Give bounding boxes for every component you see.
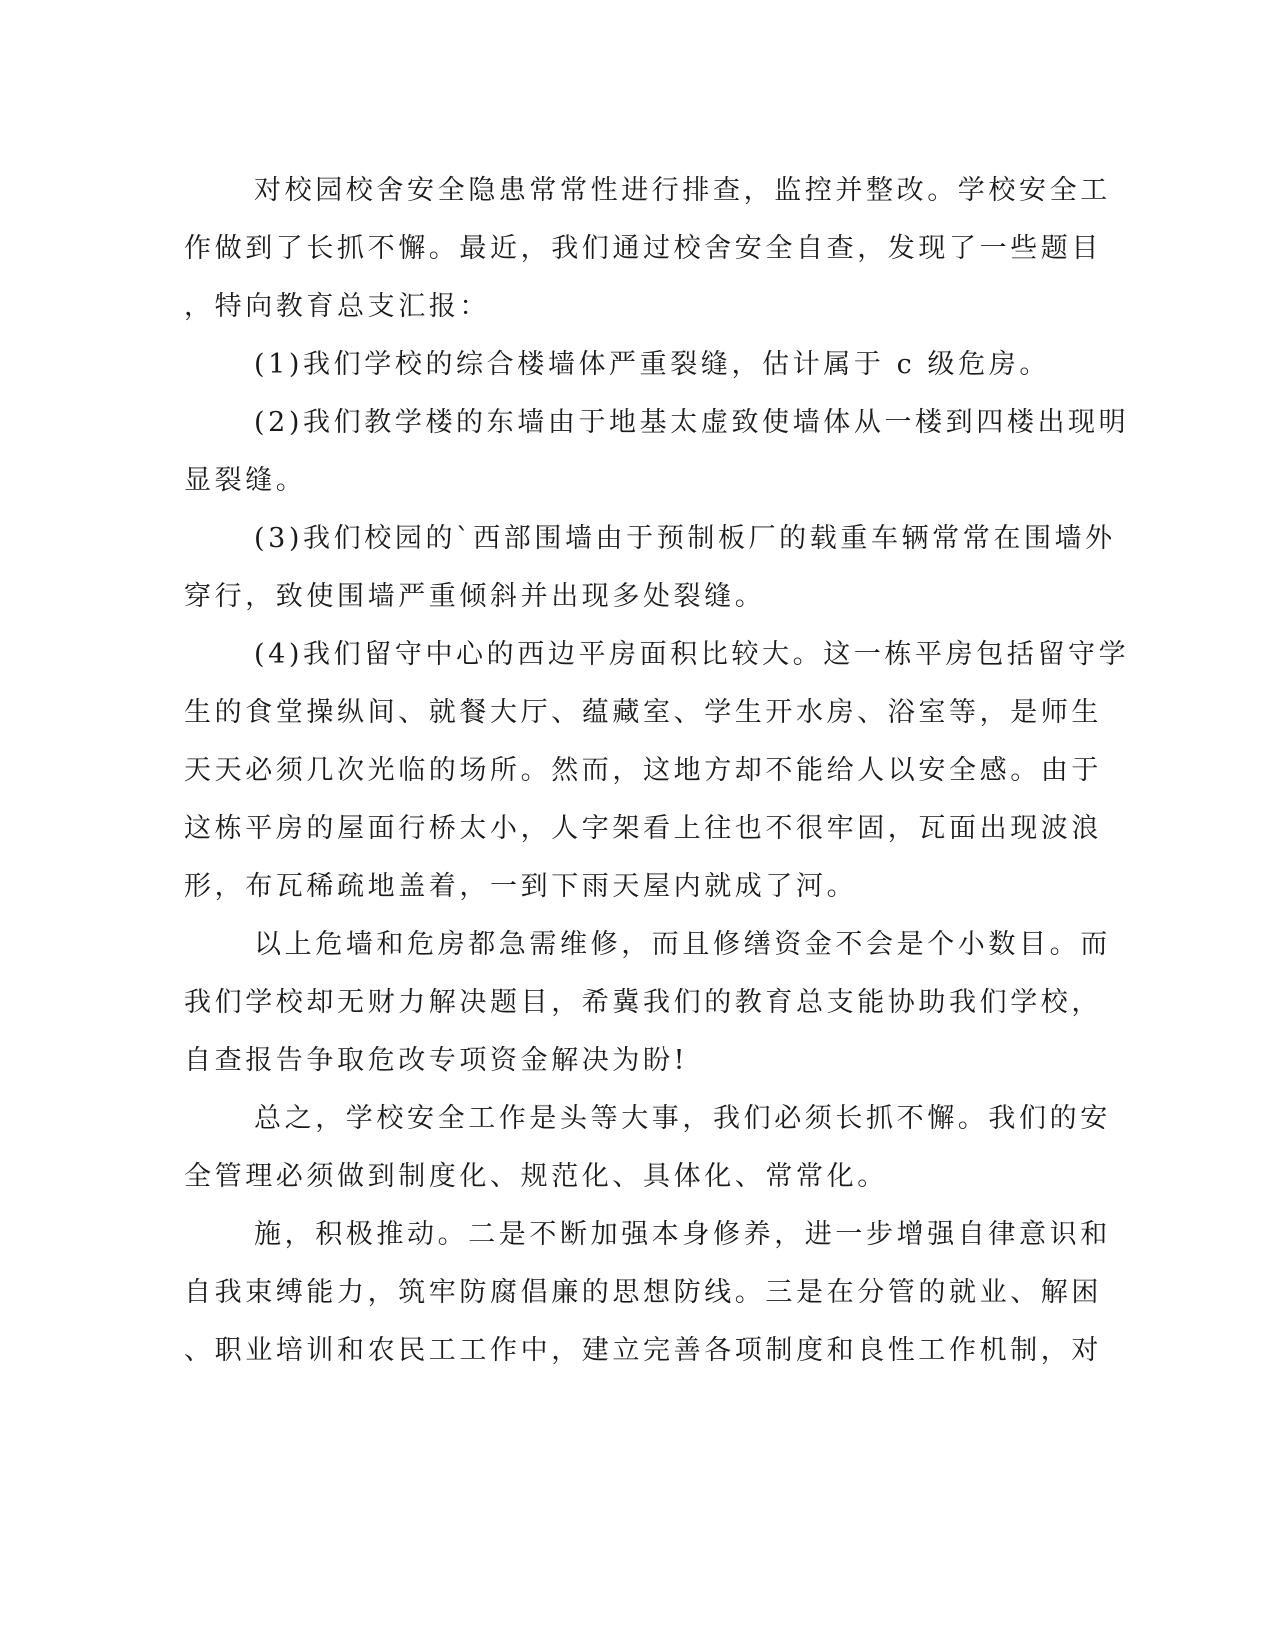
- paragraph-line: (3)我们校园的`西部围墙由于预制板厂的载重车辆常常在围墙外: [254, 523, 1116, 554]
- document-body: [184, 162, 1130, 1380]
- paragraph-line: 形，布瓦稀疏地盖着，一到下雨天屋内就成了河。: [184, 871, 858, 902]
- paragraph-line: (1)我们学校的综合楼墙体严重裂缝，估计属于 c 级危房。: [254, 349, 1050, 380]
- paragraph-line: 以上危墙和危房都急需维修，而且修缮资金不会是个小数目。而: [254, 929, 1111, 960]
- paragraph-line: 施，积极推动。二是不断加强本身修养，进一步增强自律意识和: [254, 1219, 1111, 1250]
- paragraph-line: 自我束缚能力，筑牢防腐倡廉的思想防线。三是在分管的就业、解困: [184, 1277, 1102, 1308]
- paragraph-line: 我们学校却无财力解决题目，希冀我们的教育总支能协助我们学校，: [184, 987, 1102, 1018]
- paragraph-line: 显裂缝。: [184, 465, 307, 496]
- paragraph-line: 生的食堂操纵间、就餐大厅、蕴藏室、学生开水房、浴室等，是师生: [184, 697, 1102, 728]
- paragraph-line: 对校园校舍安全隐患常常性进行排查，监控并整改。学校安全工: [254, 175, 1111, 206]
- paragraph-line: ，特向教育总支汇报：: [184, 291, 490, 322]
- paragraph-line: 这栋平房的屋面行桥太小，人字架看上往也不很牢固，瓦面出现波浪: [184, 813, 1102, 844]
- paragraph-line: 全管理必须做到制度化、规范化、具体化、常常化。: [184, 1161, 888, 1192]
- paragraph-line: (2)我们教学楼的东墙由于地基太虚致使墙体从一楼到四楼出现明: [254, 407, 1130, 438]
- paragraph-line: 作做到了长抓不懈。最近，我们通过校舍安全自查，发现了一些题目: [184, 233, 1102, 264]
- paragraph-line: 穿行，致使围墙严重倾斜并出现多处裂缝。: [184, 581, 766, 612]
- paragraph-line: 总之，学校安全工作是头等大事，我们必须长抓不懈。我们的安: [254, 1103, 1111, 1134]
- paragraph-line: (4)我们留守中心的西边平房面积比较大。这一栋平房包括留守学: [254, 639, 1130, 670]
- paragraph-line: 天天必须几次光临的场所。然而，这地方却不能给人以安全感。由于: [184, 755, 1102, 786]
- paragraph-line: 、职业培训和农民工工作中，建立完善各项制度和良性工作机制，对: [184, 1335, 1102, 1366]
- paragraph-line: 自查报告争取危改专项资金解决为盼!: [184, 1045, 689, 1076]
